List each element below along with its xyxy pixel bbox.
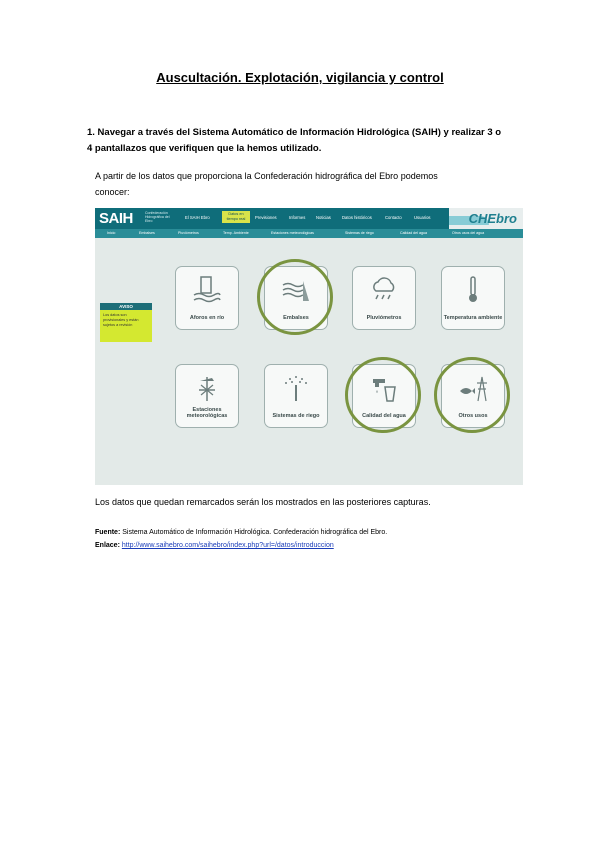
nav-datos-tiempo-real[interactable]: Datos en tiempo real — [222, 211, 250, 223]
tile-sistemas-riego[interactable] — [264, 364, 328, 428]
source-label: Fuente: — [95, 529, 121, 536]
nav-noticias[interactable]: Noticias — [316, 215, 331, 220]
tile-label: Temperatura ambiente — [443, 315, 503, 321]
tile-label: Estaciones meteorológicas — [186, 407, 228, 419]
tile-estaciones-meteo[interactable] — [175, 364, 239, 428]
tile-label: Sistemas de riego — [272, 413, 320, 419]
source-block — [95, 526, 387, 552]
nav-informes[interactable]: Informes — [289, 215, 306, 220]
tile-temperatura[interactable] — [441, 266, 505, 330]
aviso-box — [100, 303, 152, 347]
subnav-otros-usos[interactable]: Otros usos del agua — [452, 231, 485, 235]
saih-logo-subtitle: Confederación Hidrográfica del Ebro — [145, 211, 170, 223]
saih-subnav — [95, 229, 523, 238]
outro-text: Los datos que quedan remarcados serán los mostrados en las posteriores capturas. — [95, 497, 431, 507]
nav-datos-historicos[interactable]: Datos históricos — [342, 215, 372, 220]
subnav-embalses[interactable]: Embalses — [139, 231, 155, 235]
highlight-ring-otros — [434, 357, 510, 433]
weather-vane-icon — [192, 373, 222, 403]
subnav-pluviometros[interactable]: Pluviómetros — [178, 231, 199, 235]
highlight-ring-calidad — [345, 357, 421, 433]
source-text: Sistema Automático de Información Hidrológica. Confederación hidrográfica del Ebro. — [122, 529, 388, 536]
thermometer-icon — [458, 275, 488, 305]
saih-logo: SAIH — [99, 210, 133, 227]
aviso-text: Los datos son provisionales y están sujetos a revisión — [100, 310, 152, 342]
sprinkler-icon — [281, 373, 311, 403]
chebro-logo-text: CHEbro — [468, 211, 517, 226]
source-line — [95, 526, 387, 539]
task-statement — [87, 125, 527, 157]
subnav-sistemas-riego[interactable]: Sistemas de riego — [345, 231, 374, 235]
river-gauge-icon — [192, 275, 222, 305]
task-line-2: 4 pantallazos que verifiquen que la hemos utilizado. — [87, 143, 322, 154]
aviso-title: AVISO — [100, 303, 152, 310]
tile-pluviometros[interactable] — [352, 266, 416, 330]
tile-label: Pluviómetros — [366, 315, 402, 321]
tile-label: Calidad del agua — [362, 413, 406, 419]
tile-label: Aforos en río — [189, 315, 225, 321]
rain-cloud-icon — [369, 275, 399, 305]
source-link[interactable]: http://www.saihebro.com/saihebro/index.php?url=/datos/introduccion — [121, 542, 334, 549]
subnav-calidad-agua[interactable]: Calidad del agua — [400, 231, 427, 235]
highlight-ring-embalses — [257, 259, 333, 335]
saih-screenshot — [95, 208, 523, 485]
tile-label: Otros usos — [458, 413, 488, 419]
subnav-temp-ambiente[interactable]: Temp. Ambiente — [223, 231, 249, 235]
intro-paragraph — [95, 168, 515, 200]
intro-line-1: A partir de los datos que proporciona la Confederación hidrográfica del Ebro podemos — [95, 171, 438, 181]
tile-label: Embalses — [283, 315, 309, 321]
link-label: Enlace: — [95, 542, 120, 549]
nav-el-saih[interactable]: El SAIH Ebro — [185, 215, 210, 220]
page-title: Auscultación. Explotación, vigilancia y control — [156, 70, 444, 85]
intro-line-2: conocer: — [95, 187, 130, 197]
tile-aforos-rio[interactable] — [175, 266, 239, 330]
subnav-inicio[interactable]: Inicio — [107, 231, 116, 235]
nav-previsiones[interactable]: Previsiones — [255, 215, 277, 220]
link-line — [95, 539, 387, 552]
saih-header — [95, 208, 523, 229]
nav-contacto[interactable]: Contacto — [385, 215, 402, 220]
task-line-1: 1. Navegar a través del Sistema Automático de Información Hidrológica (SAIH) y realizar 3 o — [87, 127, 502, 138]
chebro-logo — [449, 208, 523, 229]
nav-usuarios[interactable]: Usuarios — [414, 215, 431, 220]
subnav-estaciones[interactable]: Estaciones meteorológicas — [271, 231, 314, 235]
